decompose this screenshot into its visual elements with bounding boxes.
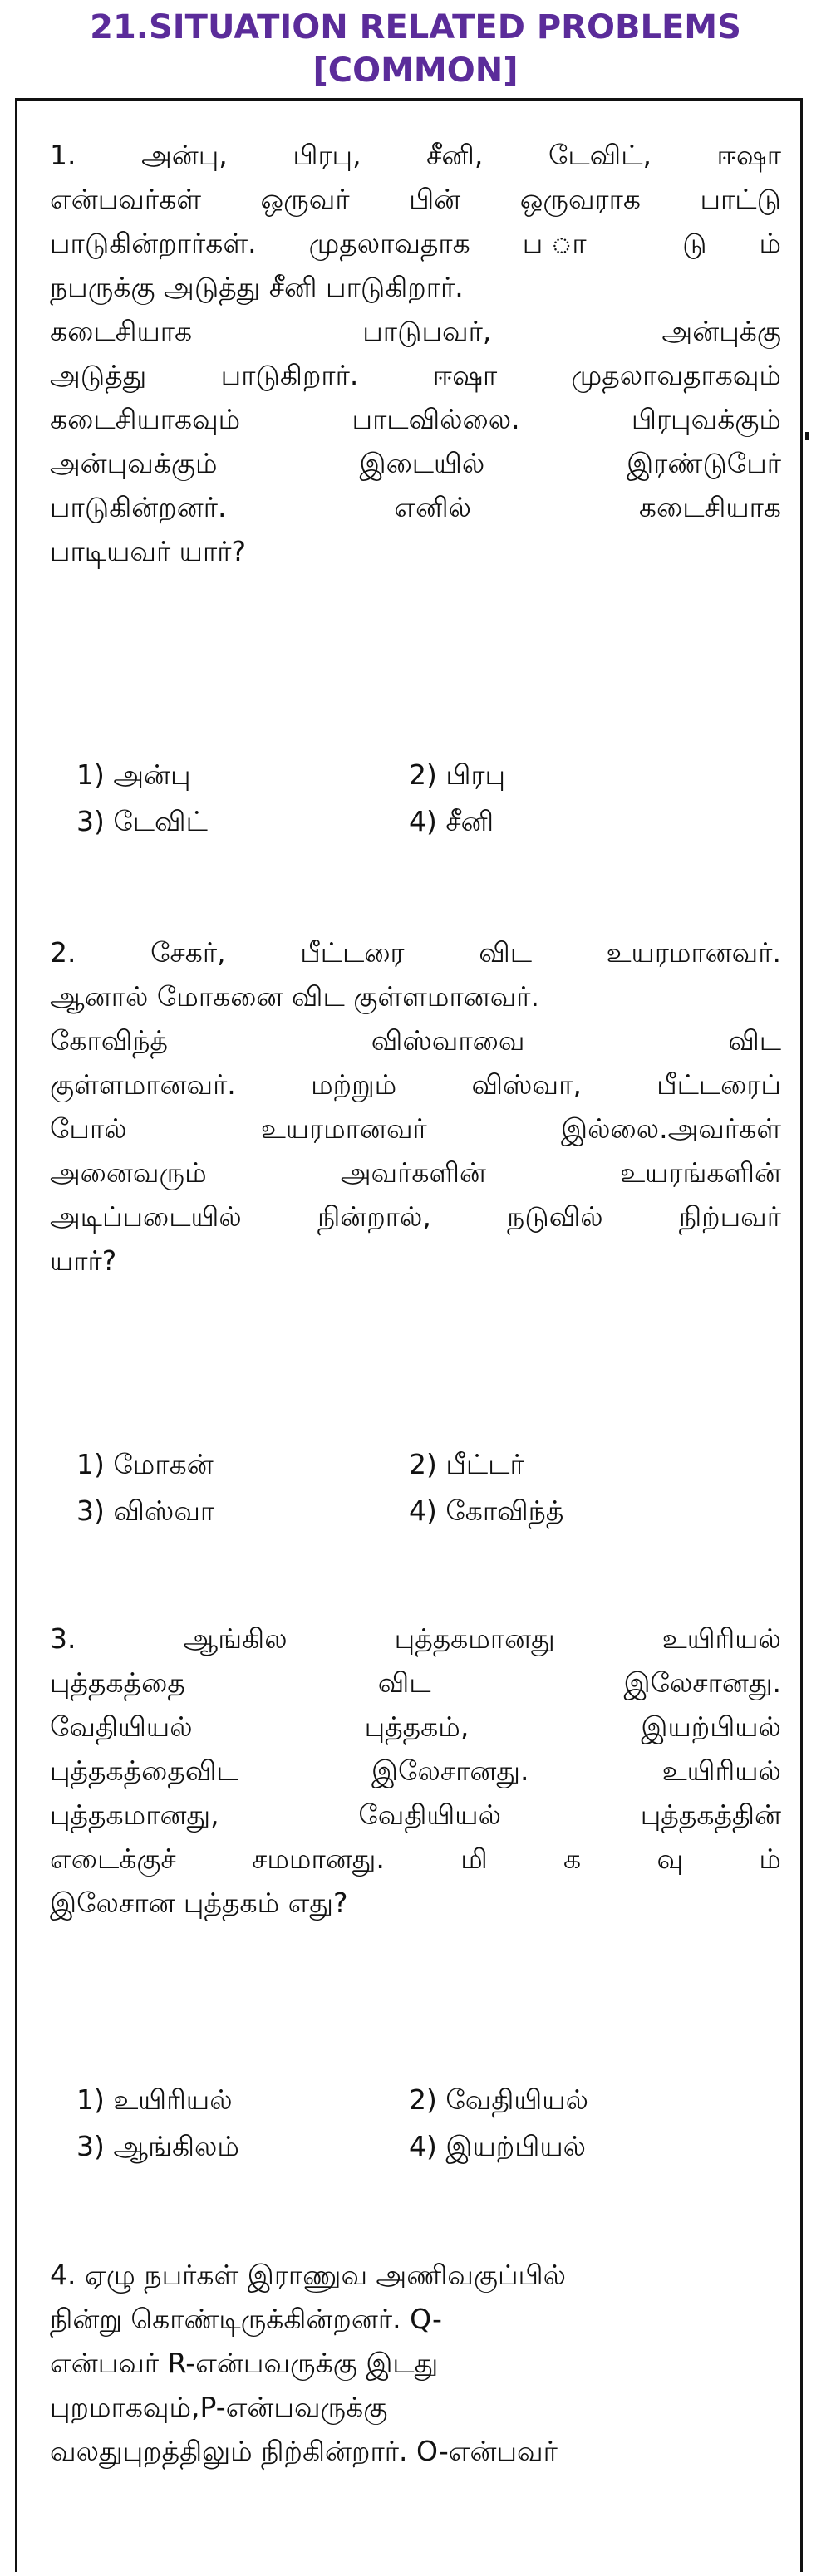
question-line: நின்று கொண்டிருக்கின்றனர். Q- xyxy=(50,2303,442,2335)
question-1 xyxy=(50,133,781,573)
option-2: 2) வேதியியல் xyxy=(409,2083,588,2116)
question-line: இலேசான புத்தகம் எது? xyxy=(50,1887,348,1919)
question-line: அடுத்து பாடுகிறார். ஈஷா முதலாவதாகவும் xyxy=(50,359,781,391)
question-line: கடைசியாகவும் பாடவில்லை. பிரபுவக்கும் xyxy=(50,403,781,435)
question-3-options xyxy=(76,2077,758,2170)
question-line: யார்? xyxy=(50,1244,117,1277)
option-1: 1) உயிரியல் xyxy=(76,2083,233,2116)
question-1-options xyxy=(76,752,758,845)
question-line: கடைசியாக பாடுபவர், அன்புக்கு xyxy=(50,315,781,347)
option-2: 2) பிரபு xyxy=(409,758,506,791)
section-title: 21.SITUATION RELATED PROBLEMS xyxy=(90,8,741,47)
option-1: 1) அன்பு xyxy=(76,758,191,791)
question-line: பாடுகின்றனர். எனில் கடைசியாக xyxy=(50,491,781,523)
option-1: 1) மோகன் xyxy=(76,1448,214,1480)
question-line: 2. சேகர், பீட்டரை விட உயரமானவர். xyxy=(50,936,781,969)
option-3: 3) ஆங்கிலம் xyxy=(76,2130,239,2162)
question-line: ஆனால் மோகனை விட குள்ளமானவர். xyxy=(50,980,540,1013)
option-4: 4) சீனி xyxy=(409,805,494,837)
question-line: அனைவரும் அவர்களின் உயரங்களின் xyxy=(50,1156,781,1189)
question-line: 4. ஏழு நபர்கள் இராணுவ அணிவகுப்பில் xyxy=(50,2259,567,2291)
option-3: 3) விஸ்வா xyxy=(76,1494,215,1527)
question-line: புத்தகத்தைவிட இலேசானது. உயிரியல் xyxy=(50,1754,781,1787)
question-line: பாடுகின்றார்கள். முதலாவதாக ப ா டு ம் xyxy=(50,227,781,259)
question-3 xyxy=(50,1617,781,1925)
question-2 xyxy=(50,930,781,1283)
question-line: 3. ஆங்கில புத்தகமானது உயிரியல் xyxy=(50,1622,781,1655)
question-4 xyxy=(50,2253,781,2473)
question-line: போல் உயரமானவர் இல்லை.அவர்கள் xyxy=(50,1112,781,1145)
option-4: 4) கோவிந்த் xyxy=(409,1494,564,1527)
question-line: என்பவர் R-என்பவருக்கு இடது xyxy=(50,2347,439,2379)
option-4: 4) இயற்பியல் xyxy=(409,2130,587,2162)
question-line: புத்தகமானது, வேதியியல் புத்தகத்தின் xyxy=(50,1798,781,1831)
margin-mark xyxy=(805,432,809,440)
question-line: புறமாகவும்,P-என்பவருக்கு xyxy=(50,2391,388,2423)
option-2: 2) பீட்டர் xyxy=(409,1448,524,1480)
section-subtitle: [COMMON] xyxy=(312,52,519,90)
question-line: எடைக்குச் சமமானது. மி க வு ம் xyxy=(50,1842,781,1875)
question-line: அன்புவக்கும் இடையில் இரண்டுபேர் xyxy=(50,447,781,479)
question-line: கோவிந்த் விஸ்வாவை விட xyxy=(50,1024,781,1057)
question-line: புத்தகத்தை விட இலேசானது. xyxy=(50,1666,781,1699)
question-line: வலதுபுறத்திலும் நிற்கின்றார். O-என்பவர் xyxy=(50,2435,558,2467)
question-line: நபருக்கு அடுத்து சீனி பாடுகிறார். xyxy=(50,271,464,303)
question-line: 1. அன்பு, பிரபு, சீனி, டேவிட், ஈஷா xyxy=(50,139,781,171)
question-line: அடிப்படையில் நின்றால், நடுவில் நிற்பவர் xyxy=(50,1200,781,1233)
option-3: 3) டேவிட் xyxy=(76,805,208,837)
question-line: வேதியியல் புத்தகம், இயற்பியல் xyxy=(50,1710,781,1743)
question-line: என்பவர்கள் ஒருவர் பின் ஒருவராக பாட்டு xyxy=(50,183,781,215)
question-2-options xyxy=(76,1441,758,1534)
question-line: பாடியவர் யார்? xyxy=(50,535,246,567)
question-line: குள்ளமானவர். மற்றும் விஸ்வா, பீட்டரைப் xyxy=(50,1068,781,1101)
